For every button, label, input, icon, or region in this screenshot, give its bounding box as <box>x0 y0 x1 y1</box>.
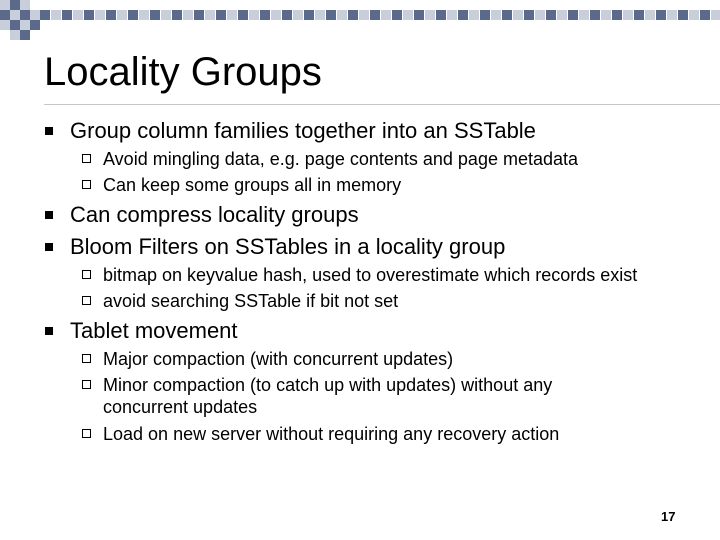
sub-bullet-text: bitmap on keyvalue hash, used to overestimate which records exist <box>103 265 638 285</box>
page-number: 17 <box>661 509 676 524</box>
sub-bullet-item <box>103 265 637 286</box>
square-bullet-icon <box>45 327 53 335</box>
sub-bullet-text: Minor compaction (to catch up with updates) without any <box>103 375 553 395</box>
sub-bullet-item <box>103 175 401 196</box>
square-bullet-icon <box>45 127 53 135</box>
bullet-item <box>70 234 505 260</box>
bullet-text: Group column families together into an SSTable <box>70 118 536 143</box>
sub-bullet-text: avoid searching SSTable if bit not set <box>103 291 399 311</box>
sub-bullet-text: Load on new server without requiring any recovery action <box>103 424 560 444</box>
slide-title: Locality Groups <box>44 50 322 94</box>
sub-bullet-continuation: concurrent updates <box>103 397 258 417</box>
hollow-square-bullet-icon <box>82 429 91 438</box>
hollow-square-bullet-icon <box>82 380 91 389</box>
bullet-item <box>70 318 238 344</box>
sub-bullet-text: Major compaction (with concurrent updates) <box>103 349 454 369</box>
bullet-text: Bloom Filters on SSTables in a locality group <box>70 234 506 259</box>
bullet-text: Can compress locality groups <box>70 202 359 227</box>
bullet-item <box>70 118 536 144</box>
hollow-square-bullet-icon <box>82 270 91 279</box>
hollow-square-bullet-icon <box>82 154 91 163</box>
hollow-square-bullet-icon <box>82 180 91 189</box>
square-bullet-icon <box>45 211 53 219</box>
title-divider <box>44 104 720 105</box>
sub-bullet-item <box>103 149 578 170</box>
bullet-text: Tablet movement <box>70 318 238 343</box>
sub-bullet-item <box>103 291 398 312</box>
sub-bullet-text: Can keep some groups all in memory <box>103 175 402 195</box>
sub-bullet-item <box>103 349 453 370</box>
hollow-square-bullet-icon <box>82 354 91 363</box>
square-bullet-icon <box>45 243 53 251</box>
bullet-item <box>70 202 359 228</box>
hollow-square-bullet-icon <box>82 296 91 305</box>
sub-bullet-item <box>103 424 559 445</box>
sub-bullet-item <box>103 375 552 396</box>
sub-bullet-text: Avoid mingling data, e.g. page contents and page metadata <box>103 149 579 169</box>
